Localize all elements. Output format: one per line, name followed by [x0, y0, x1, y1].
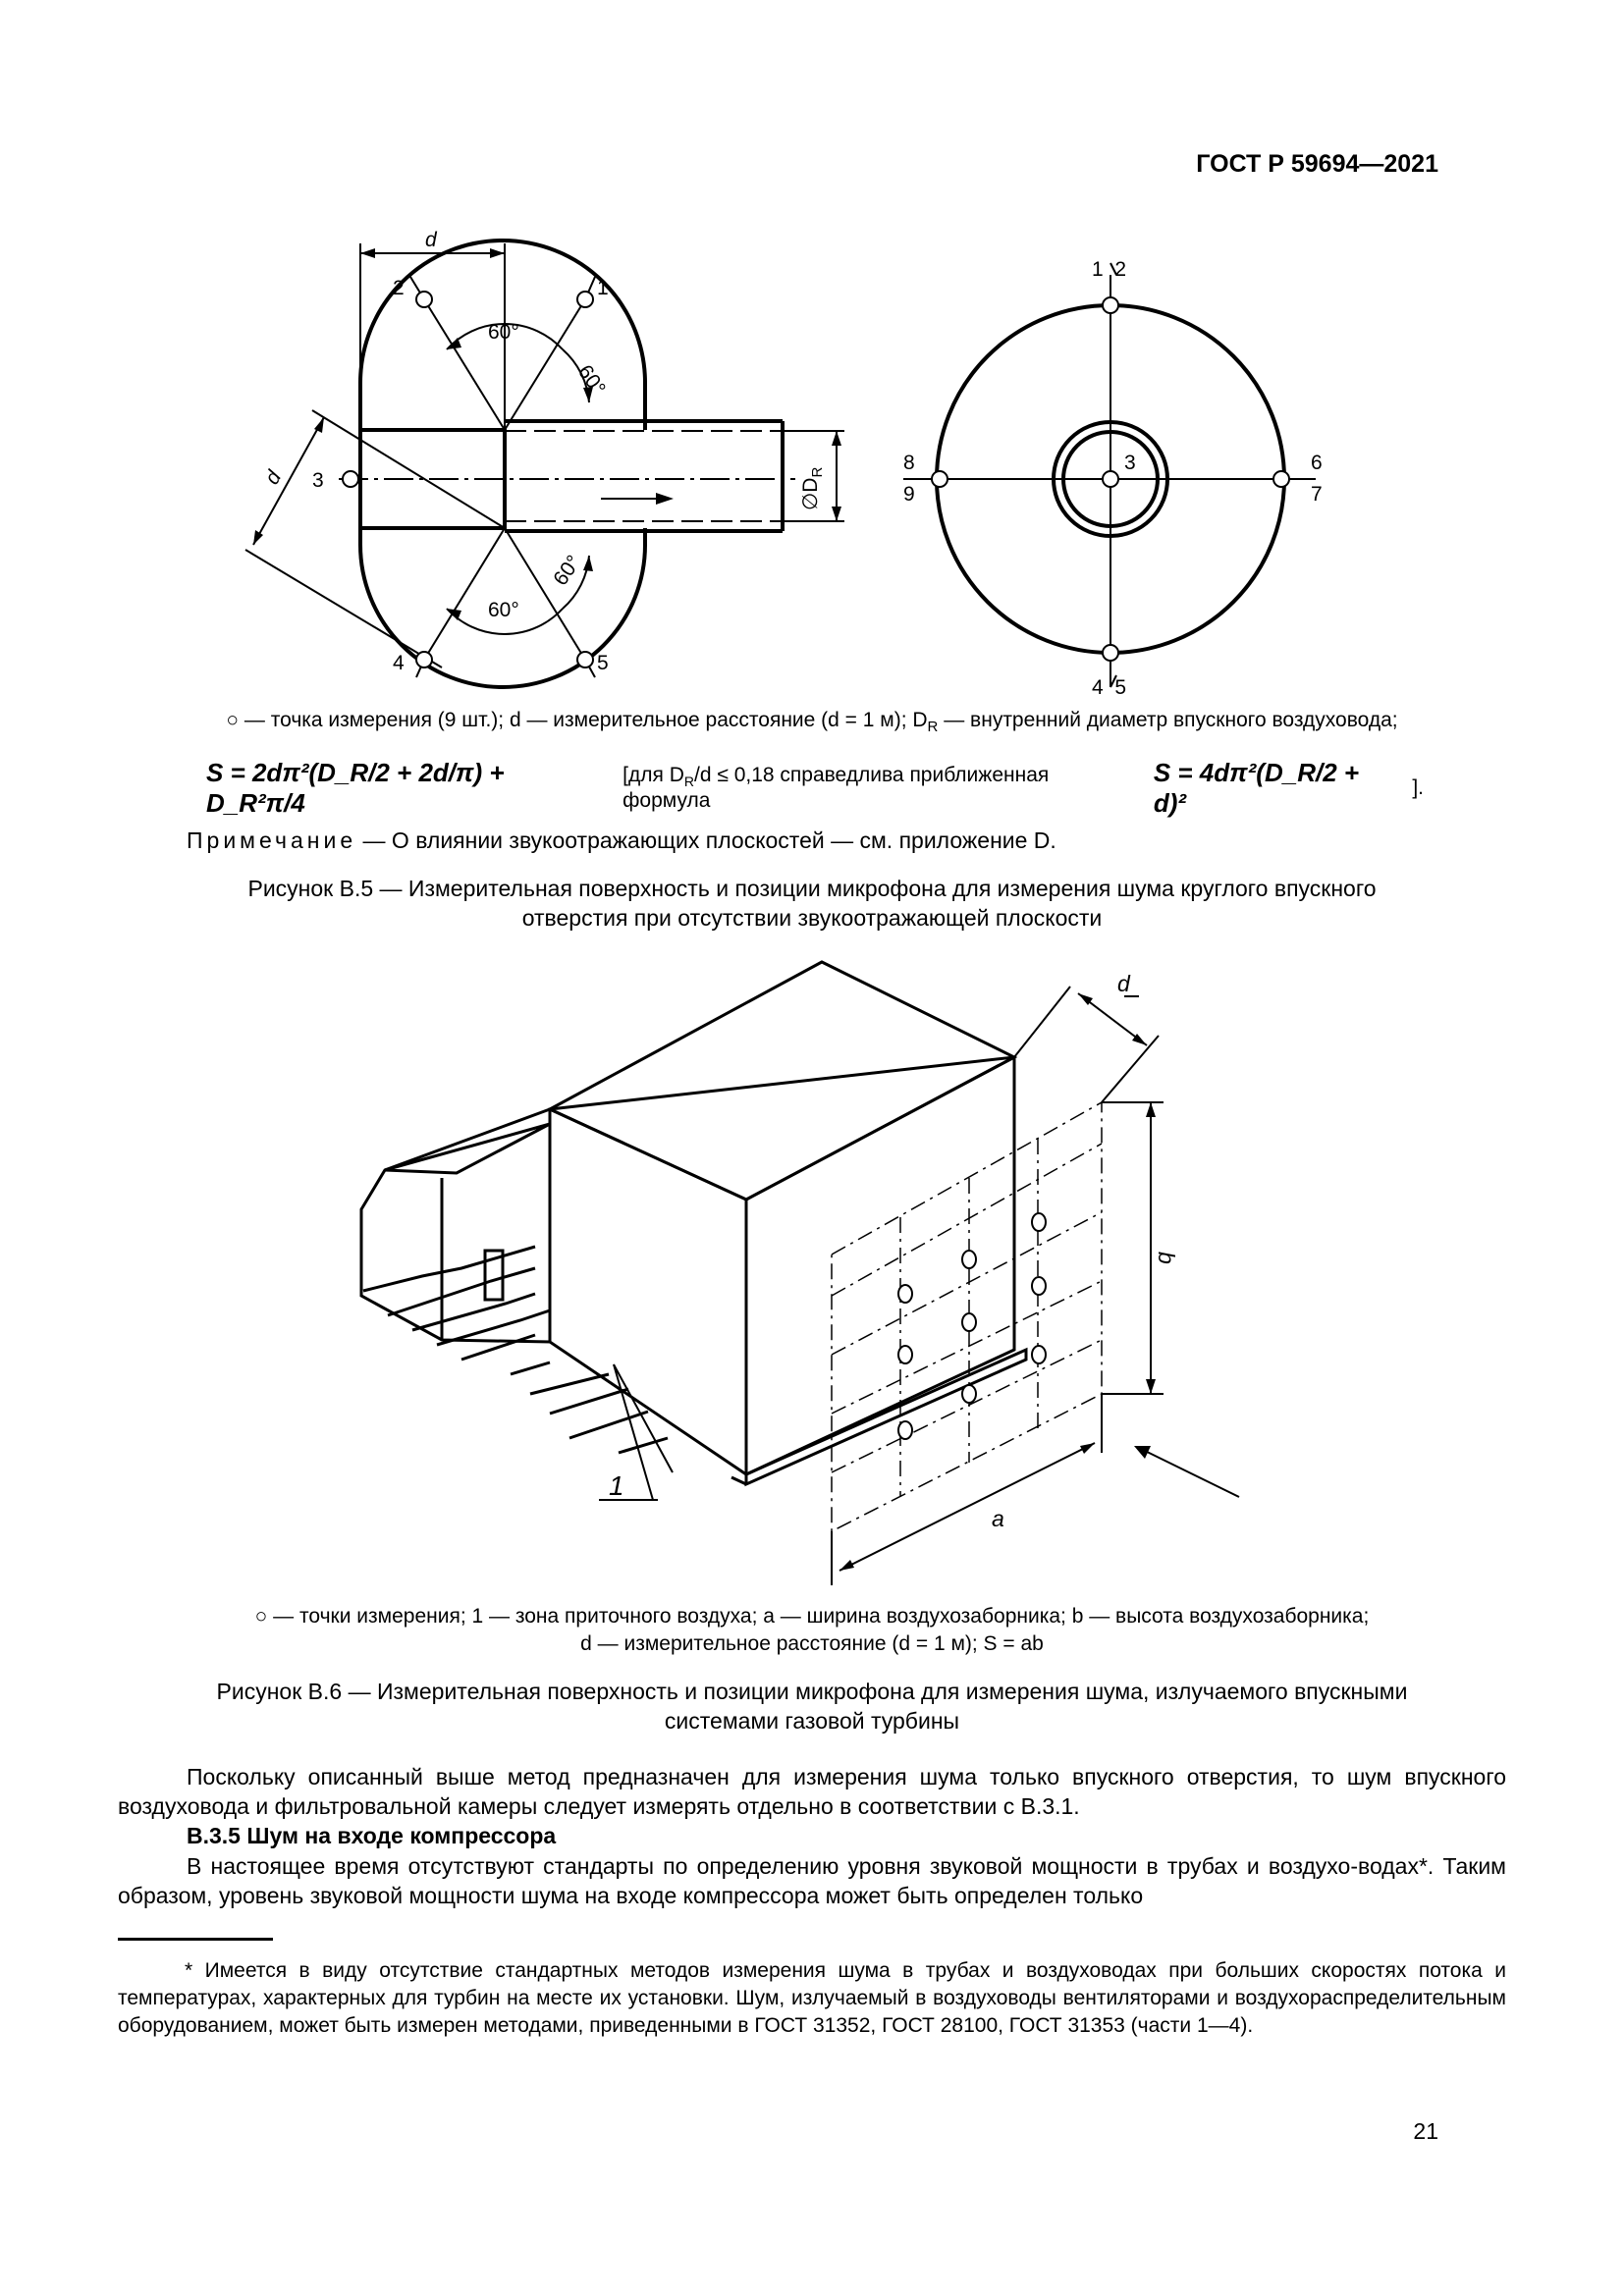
measure-point-g6 [1032, 1277, 1046, 1295]
measure-point-1 [577, 292, 593, 307]
label-zone-1: 1 [609, 1470, 624, 1501]
label-angle-bottom: 60° [488, 599, 519, 621]
measure-point-2 [416, 292, 432, 307]
body-paragraph-1: Поскольку описанный выше метод предназначен для измерения шума только впускного отверстия, то шум впускного воздуховода и фильтровальной камеры следует измерять отдельно в соответствии с В.3.1. [118, 1764, 1506, 1819]
measure-point-g8 [962, 1385, 976, 1403]
label-r45: 4 5 [1092, 676, 1127, 699]
body-paragraph-2: В настоящее время отсутствуют стандарты по определению уровня звуковой мощности в трубах и воздухо-водах*. Таким образом, уровень звуковой мощности шума на входе компрессора может быть определен только [118, 1853, 1506, 1908]
measure-point-g9 [1032, 1346, 1046, 1363]
measure-point-g1 [898, 1285, 912, 1303]
figure-b5-caption: Рисунок В.5 — Измерительная поверхность и позиции микрофона для измерения шума круглого впускного отверстия при отсутствии звукоотражающей плоскости [247, 876, 1377, 931]
figure-b5-drawing [0, 0, 1624, 707]
section-heading: В.3.5 Шум на входе компрессора [187, 1823, 557, 1848]
figure-b5-note: Примечание — О влиянии звукоотражающих плоскостей — см. приложение D. [187, 828, 1056, 853]
label-r7: 7 [1311, 483, 1323, 506]
label-angle-top-right: 60° [572, 360, 610, 400]
measure-point-5 [577, 652, 593, 667]
figure-b6-drawing [0, 942, 1624, 1610]
measure-point-g2 [962, 1251, 976, 1268]
label-point-1: 1 [597, 277, 609, 299]
label-d-diag: d [260, 466, 287, 489]
figure-b5-legend: ○ — точка измерения (9 шт.); d — измерительное расстояние (d = 1 м); $D_R$ — внутренний диаметр впускного воздуховода; [226, 709, 1398, 736]
document-standard-number: ГОСТ Р 59694—2021 [1196, 150, 1438, 178]
page-number: 21 [1413, 2118, 1438, 2144]
measure-point-3 [343, 471, 358, 487]
measure-point-4 [416, 652, 432, 667]
formula-close: ]. [1412, 776, 1424, 799]
footnote: * Имеется в виду отсутствие стандартных методов измерения шума в трубах и воздуховодах при больших скоростях потока и температурах, характерных для турбин на месте их установки. Шум, излучаемый в воздуховоды вентиляторами и воздухораспределительным оборудованием, может быть измерен методами, приведенными в ГОСТ 31352, ГОСТ 28100, ГОСТ 31353 (части 1—4). [118, 1959, 1506, 2037]
label-angle-top: 60° [488, 321, 519, 344]
label-a: a [992, 1506, 1004, 1531]
measure-point-r89 [932, 471, 947, 487]
label-r9: 9 [903, 483, 915, 506]
formula-approx: S = 4dπ²(D_R/2 + d)² [1153, 758, 1360, 818]
measure-point-g3 [1032, 1213, 1046, 1231]
label-dr: $\emptyset D_R$ [799, 466, 826, 510]
measure-point-r67 [1273, 471, 1289, 487]
label-point-3: 3 [312, 469, 324, 492]
label-r3: 3 [1124, 452, 1136, 474]
measure-point-r45 [1103, 645, 1118, 661]
formula-condition: [для $D_R/d \le 0,18$ справедлива приближенная формула [623, 763, 1050, 813]
cube-top-face [550, 962, 1014, 1200]
footnote-separator [118, 1938, 273, 1941]
figure-b6-caption: Рисунок В.6 — Измерительная поверхность и позиции микрофона для измерения шума, излучаемого впускными системами газовой турбины [216, 1679, 1408, 1734]
label-d: d [1117, 971, 1130, 996]
measure-point-r3 [1103, 471, 1118, 487]
label-r8: 8 [903, 452, 915, 474]
label-angle-bottom-right: 60° [549, 551, 586, 590]
formula-main: S = 2dπ²(D_R/2 + 2d/π) + D_R²π/4 [206, 758, 505, 818]
figure-b6-legend: ○ — точки измерения; 1 — зона приточного воздуха; a — ширина воздухозаборника; b — высота воздухозаборника; d — измерительное расстояние (d = 1 м); S = ab [254, 1605, 1370, 1655]
inlet-cube-outline [550, 1057, 1014, 1474]
label-point-4: 4 [393, 652, 405, 674]
measure-point-g5 [962, 1313, 976, 1331]
measure-point-g7 [898, 1421, 912, 1439]
label-r12: 1 2 [1092, 258, 1127, 281]
figure-b5-formula [206, 758, 1424, 819]
label-point-5: 5 [597, 652, 609, 674]
label-point-2: 2 [393, 277, 405, 299]
label-d-top: d [425, 229, 437, 251]
label-r6: 6 [1311, 452, 1323, 474]
measure-point-g4 [898, 1346, 912, 1363]
measure-point-r12 [1103, 297, 1118, 313]
label-b: b [1154, 1252, 1179, 1264]
